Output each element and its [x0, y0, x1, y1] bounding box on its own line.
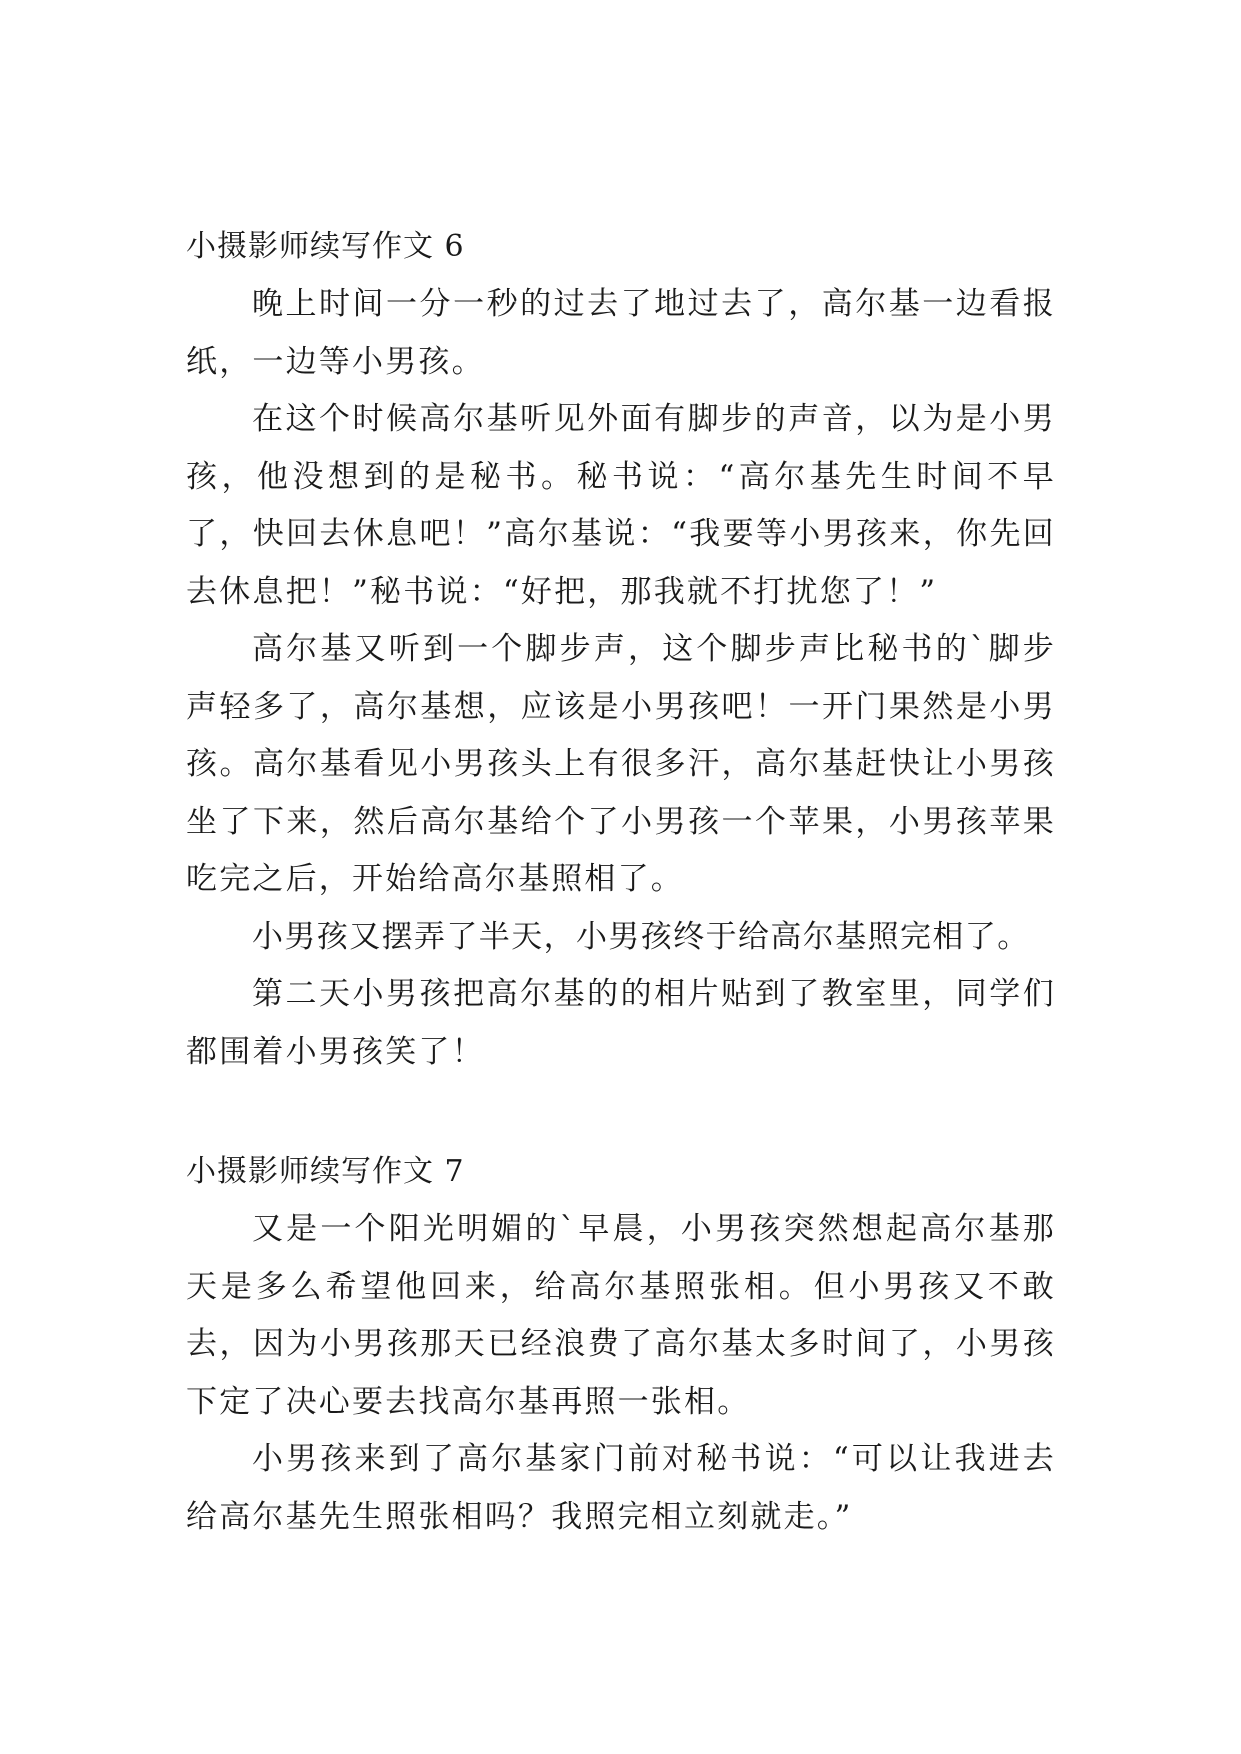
essay-paragraph: 小男孩又摆弄了半天，小男孩终于给高尔基照完相了。 — [252, 918, 1030, 955]
essay-paragraph: 晚上时间一分一秒的过去了地过去了，高尔基一边看报纸，一边等小男孩。 — [186, 286, 1056, 380]
essay-title: 小摄影师续写作文 6 — [186, 229, 465, 264]
essay-section-7 — [186, 1143, 1056, 1546]
essay-title: 小摄影师续写作文 7 — [186, 1154, 465, 1189]
essay-paragraph: 小男孩来到了高尔基家门前对秘书说：“可以让我进去给高尔基先生照张相吗？我照完相立刻就走。” — [186, 1441, 1056, 1535]
essay-paragraph: 第二天小男孩把高尔基的的相片贴到了教室里，同学们都围着小男孩笑了！ — [186, 976, 1056, 1070]
essay-paragraph: 又是一个阳光明媚的`早晨，小男孩突然想起高尔基那天是多么希望他回来，给高尔基照张相。但小男孩又不敢去，因为小男孩那天已经浪费了高尔基太多时间了，小男孩下定了决心要去找高尔基再照一张相。 — [186, 1211, 1056, 1420]
essay-section-6 — [186, 218, 1056, 1081]
essay-paragraph: 在这个时候高尔基听见外面有脚步的声音，以为是小男孩，他没想到的是秘书。秘书说：“高尔基先生时间不早了，快回去休息吧！”高尔基说：“我要等小男孩来，你先回去休息把！”秘书说：“好把，那我就不打扰您了！” — [186, 401, 1056, 610]
essay-paragraph: 高尔基又听到一个脚步声，这个脚步声比秘书的`脚步声轻多了，高尔基想，应该是小男孩吧！一开门果然是小男孩。高尔基看见小男孩头上有很多汗，高尔基赶快让小男孩坐了下来，然后高尔基给个了小男孩一个苹果，小男孩苹果吃完之后，开始给高尔基照相了。 — [186, 631, 1056, 897]
document-page — [186, 0, 1056, 1754]
